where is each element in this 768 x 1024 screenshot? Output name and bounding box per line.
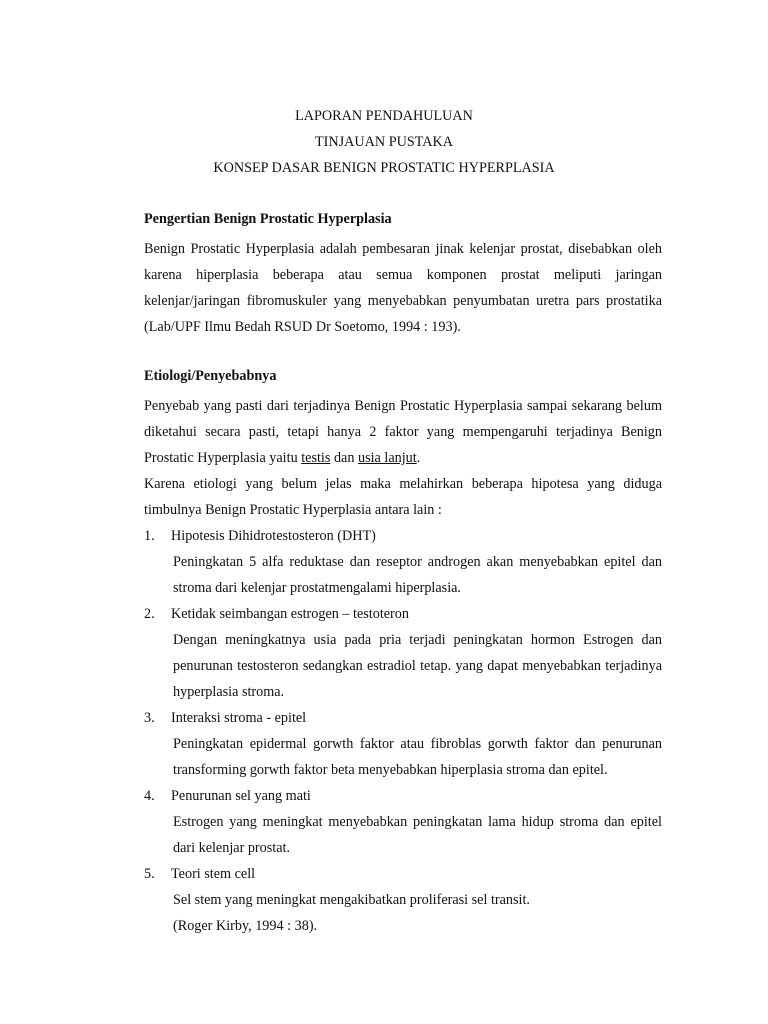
list-item-title: Hipotesis Dihidrotestosteron (DHT) — [171, 528, 376, 544]
citation: (Roger Kirby, 1994 : 38). — [173, 918, 318, 934]
title-block — [0, 107, 768, 185]
list-number: 5. — [144, 866, 155, 882]
section-definition — [144, 210, 662, 340]
list-item-body: Dengan meningkatnya usia pada pria terjadi peningkatan hormon Estrogen dan penurunan testosteron sedangkan estradiol tetap. yang dapat menyebabkan terjadinya hyperplasia stroma. — [173, 632, 662, 700]
etiology-paragraph-1 — [144, 393, 662, 471]
list-item — [144, 783, 662, 861]
list-number: 4. — [144, 788, 155, 804]
list-item-title: Penurunan sel yang mati — [171, 788, 311, 804]
title-line-2: TINJAUAN PUSTAKA — [315, 134, 453, 150]
underlined-term-usia-lanjut: usia lanjut — [357, 450, 417, 466]
section-paragraph: Benign Prostatic Hyperplasia adalah pembesaran jinak kelenjar prostat, disebabkan oleh karena hiperplasia beberapa atau semua komponen prostat meliputi jaringan kelenjar/jaringan fibromuskuler yang menyebabkan penyumbatan uretra pars prostatika (Lab/UPF Ilmu Bedah RSUD Dr Soetomo, 1994 : 193). — [144, 241, 662, 335]
etiology-paragraph-2: Karena etiologi yang belum jelas maka melahirkan beberapa hipotesa yang diduga timbulnya Benign Prostatic Hyperplasia antara lain : — [144, 476, 662, 518]
title-line-1: LAPORAN PENDAHULUAN — [295, 108, 473, 124]
list-number: 2. — [144, 606, 155, 622]
paragraph-text: dan — [330, 450, 358, 466]
paragraph-text: . — [416, 450, 421, 466]
list-item-body: Estrogen yang meningkat menyebabkan peningkatan lama hidup stroma dan epitel dari kelenjar prostat. — [173, 814, 662, 856]
list-number: 3. — [144, 710, 155, 726]
list-item-title: Teori stem cell — [171, 866, 256, 882]
underlined-term-testis: testis — [301, 450, 331, 466]
list-item — [144, 601, 662, 705]
list-item-title: Interaksi stroma - epitel — [171, 710, 307, 726]
list-item — [144, 705, 662, 783]
list-item — [144, 523, 662, 601]
title-line-3: KONSEP DASAR BENIGN PROSTATIC HYPERPLASIA — [213, 160, 555, 176]
section-heading: Etiologi/Penyebabnya — [144, 368, 277, 384]
list-number: 1. — [144, 528, 155, 544]
list-item-body: Sel stem yang meningkat mengakibatkan proliferasi sel transit. — [173, 892, 530, 908]
list-item — [144, 861, 662, 939]
paragraph-text: Penyebab yang pasti dari terjadinya Benign Prostatic Hyperplasia sampai sekarang belum diketahui secara pasti, tetapi hanya 2 faktor yang mempengaruhi terjadinya Benign Prostatic Hyperplasia yaitu — [144, 398, 662, 466]
section-etiology — [144, 367, 662, 939]
list-item-body: Peningkatan 5 alfa reduktase dan reseptor androgen akan menyebabkan epitel dan stroma dari kelenjar prostatmengalami hiperplasia. — [173, 554, 662, 596]
list-item-title: Ketidak seimbangan estrogen – testoteron — [171, 606, 409, 622]
section-heading: Pengertian Benign Prostatic Hyperplasia — [144, 211, 392, 227]
list-item-body: Peningkatan epidermal gorwth faktor atau fibroblas gorwth faktor dan penurunan transforming gorwth faktor beta menyebabkan hiperplasia stroma dan epitel. — [173, 736, 662, 778]
